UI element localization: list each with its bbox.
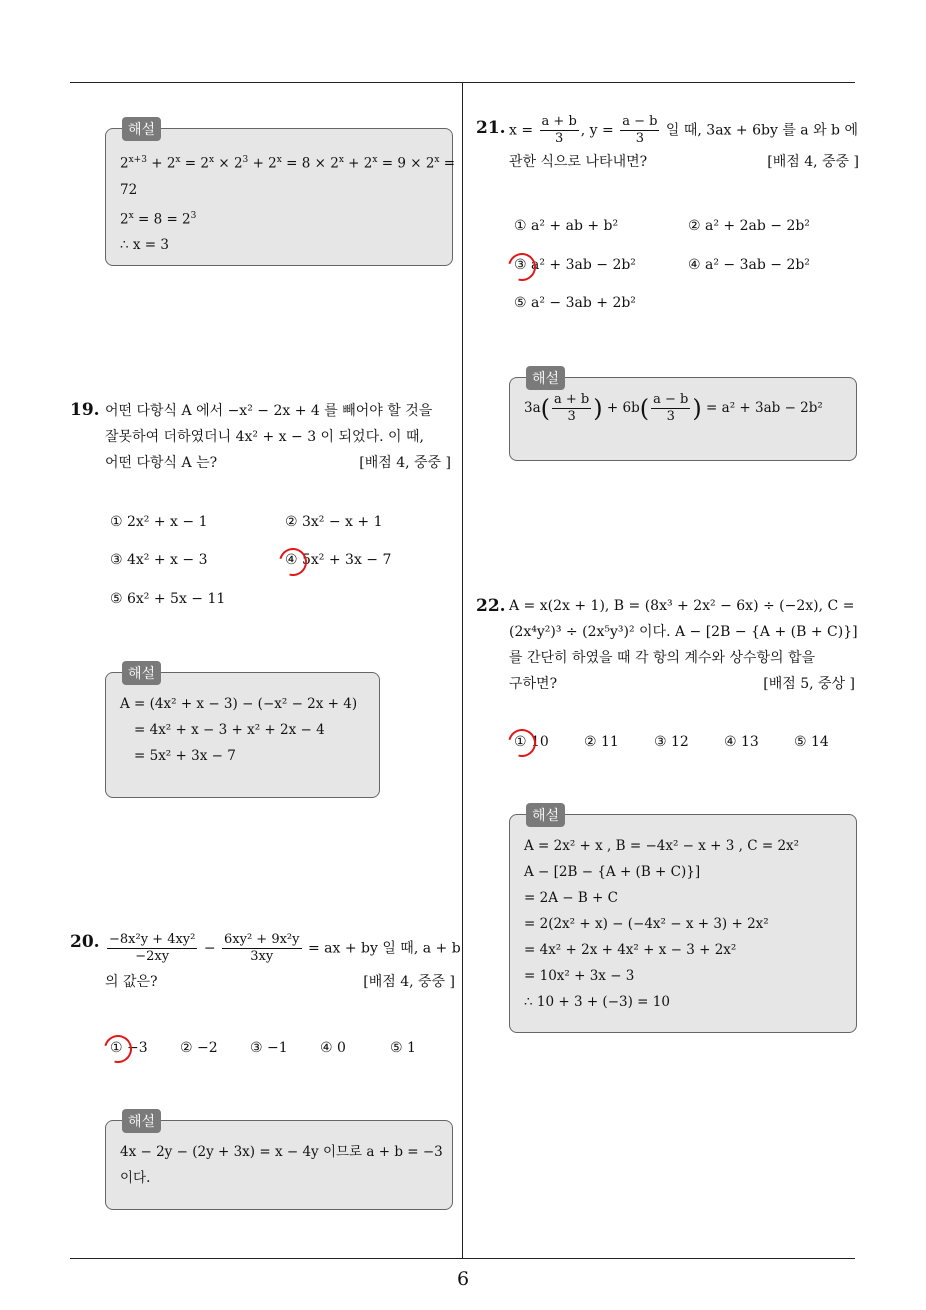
solution-line: = 4x² + 2x + 4x² + x − 3 + 2x² [524,942,737,958]
question-number: 21. [476,118,506,138]
solution-box-18 [105,122,456,266]
option-5[interactable]: ⑤ a² − 3ab + 2b² [514,295,636,311]
solution-line: 3a [524,400,541,416]
solution-line: 이다. [120,1170,151,1186]
option-3[interactable]: ③ 12 [654,734,689,750]
score-difficulty: [배점 4, 중중 ] [767,154,859,170]
question-line: 를 간단히 하였을 때 각 항의 계수와 상수항의 합을 [509,650,816,666]
solution-tag: 해설 [526,366,565,390]
option-5[interactable]: ⑤ 14 [794,734,829,750]
page-number: 6 [456,1268,470,1290]
solution-line: = 5x² + 3x − 7 [134,748,236,764]
solution-line: $2^{x+3} + 2^x = 2^x \times 2^3 + 2^x = 8 \times 2^x + 2^x = 9 \times 2^x$ = [120,155,456,172]
solution-line: = 10x² + 3x − 3 [524,968,635,984]
option-4[interactable]: ④ 5x² + 3x − 7 [285,552,392,568]
column-divider [462,83,463,1259]
question-20-text: $\frac{\text{−8x²y + 4xy²}}{-2xy}$ − $\frac{\text{6xy² + 9x²y}}{3xy}$ = ax + by 일 때, a + b 의 값은? [배점 4, 중중 ] [105,932,455,995]
question-line: 관한 식으로 나타내면? [509,154,648,170]
option-3[interactable]: ③ 4x² + x − 3 [110,552,208,568]
question-number: 19. [70,400,100,420]
solution-tag: 해설 [122,117,161,141]
question-line: 어떤 다항식 A 는? [105,455,218,471]
solution-line: = a² + 3ab − 2b² [706,400,823,416]
solution-box-19 [105,666,380,798]
question-line: x = [509,122,534,139]
solution-line: A = (4x² + x − 3) − (−x² − 2x + 4) [120,696,358,712]
solution-box-20 [105,1114,453,1210]
question-number: 22. [476,596,506,616]
question-line: 구하면? [509,676,558,692]
option-1[interactable]: ① a² + ab + b² [514,218,619,234]
question-21-text [509,114,859,175]
answer-mark [274,543,312,581]
option-1[interactable]: ① 2x² + x − 1 [110,514,208,530]
solution-line: A = 2x² + x , B = −4x² − x + 3 , C = 2x² [524,838,800,854]
fraction: $\frac{\text{−8x²y + 4xy²}}{-2xy}$ [109,932,196,964]
question-line: 일 때, 3ax + 6by 를 a 와 b 에 [665,122,858,139]
solution-tag: 해설 [122,1109,161,1133]
solution-line: $2^x = 8 = 2^3$ [120,210,197,227]
solution-tag: 해설 [122,661,161,685]
question-19-text [105,398,451,476]
solution-tag: 해설 [526,803,565,827]
option-3[interactable]: ③ a² + 3ab − 2b² [514,257,636,273]
score-difficulty: [배점 4, 중중 ] [363,974,455,990]
option-5[interactable]: ⑤ 1 [390,1040,416,1056]
solution-line: = 4x² + x − 3 + x² + 2x − 4 [134,722,325,738]
question-22-text [509,593,858,697]
bottom-rule [70,1258,855,1259]
question-line: 잘못하여 더하였더니 4x² + x − 3 이 되었다. 이 때, [105,429,424,445]
fraction: $\frac{a + b}{3}$ [554,392,590,424]
fraction: $\frac{a + b}{3}$ [541,114,577,146]
option-4[interactable]: ④ a² − 3ab − 2b² [688,257,810,273]
answer-mark [99,1030,137,1068]
option-2[interactable]: ② 11 [584,734,619,750]
option-2[interactable]: ② −2 [180,1040,218,1056]
question-line: 어떤 다항식 A 에서 −x² − 2x + 4 를 빼어야 할 것을 [105,403,433,419]
option-4[interactable]: ④ 0 [320,1040,346,1056]
option-1[interactable]: ① 10 [514,734,549,750]
solution-line: ∴ 10 + 3 + (−3) = 10 [524,994,670,1010]
solution-box-22 [509,808,857,1033]
answer-mark [503,248,541,286]
solution-line: = 2(2x² + x) − (−4x² − x + 3) + 2x² [524,916,769,932]
solution-line: 72 [120,181,138,198]
option-2[interactable]: ② a² + 2ab − 2b² [688,218,810,234]
solution-line: + 6b [606,400,640,416]
question-line: = ax + by 일 때, a + b [307,940,461,957]
option-1[interactable]: ① −3 [110,1040,148,1056]
score-difficulty: [배점 4, 중중 ] [359,455,451,471]
question-line: , y = [580,122,614,139]
question-line: A = x(2x + 1), B = (8x³ + 2x² − 6x) ÷ (−2x), C = [509,598,855,614]
fraction: $\frac{a - b}{3}$ [622,114,658,146]
fraction: $\frac{a - b}{3}$ [653,392,689,424]
option-4[interactable]: ④ 13 [724,734,759,750]
question-number: 20. [70,932,100,952]
question-line: 의 값은? [105,974,158,990]
solution-line: A − [2B − {A + (B + C)}] [524,864,701,880]
solution-box-21: 해설 3a( $\frac{a + b}{3}$ ) + 6b( $\frac{a - b}{3}$ ) = a² + 3ab − 2b² [509,377,857,461]
score-difficulty: [배점 5, 중상 ] [763,676,855,692]
question-line: (2x⁴y²)³ ÷ (2x⁵y³)² 이다. A − [2B − {A + (B + C)}] [509,624,858,640]
option-2[interactable]: ② 3x² − x + 1 [285,514,383,530]
solution-line: 4x − 2y − (2y + 3x) = x − 4y 이므로 a + b = −3 [120,1144,443,1160]
option-5[interactable]: ⑤ 6x² + 5x − 11 [110,591,226,607]
solution-line: ∴ x = 3 [120,237,169,253]
solution-line: = 2A − B + C [524,890,618,906]
option-3[interactable]: ③ −1 [250,1040,288,1056]
fraction: $\frac{\text{6xy² + 9x²y}}{3xy}$ [224,932,300,964]
answer-mark [503,724,541,762]
